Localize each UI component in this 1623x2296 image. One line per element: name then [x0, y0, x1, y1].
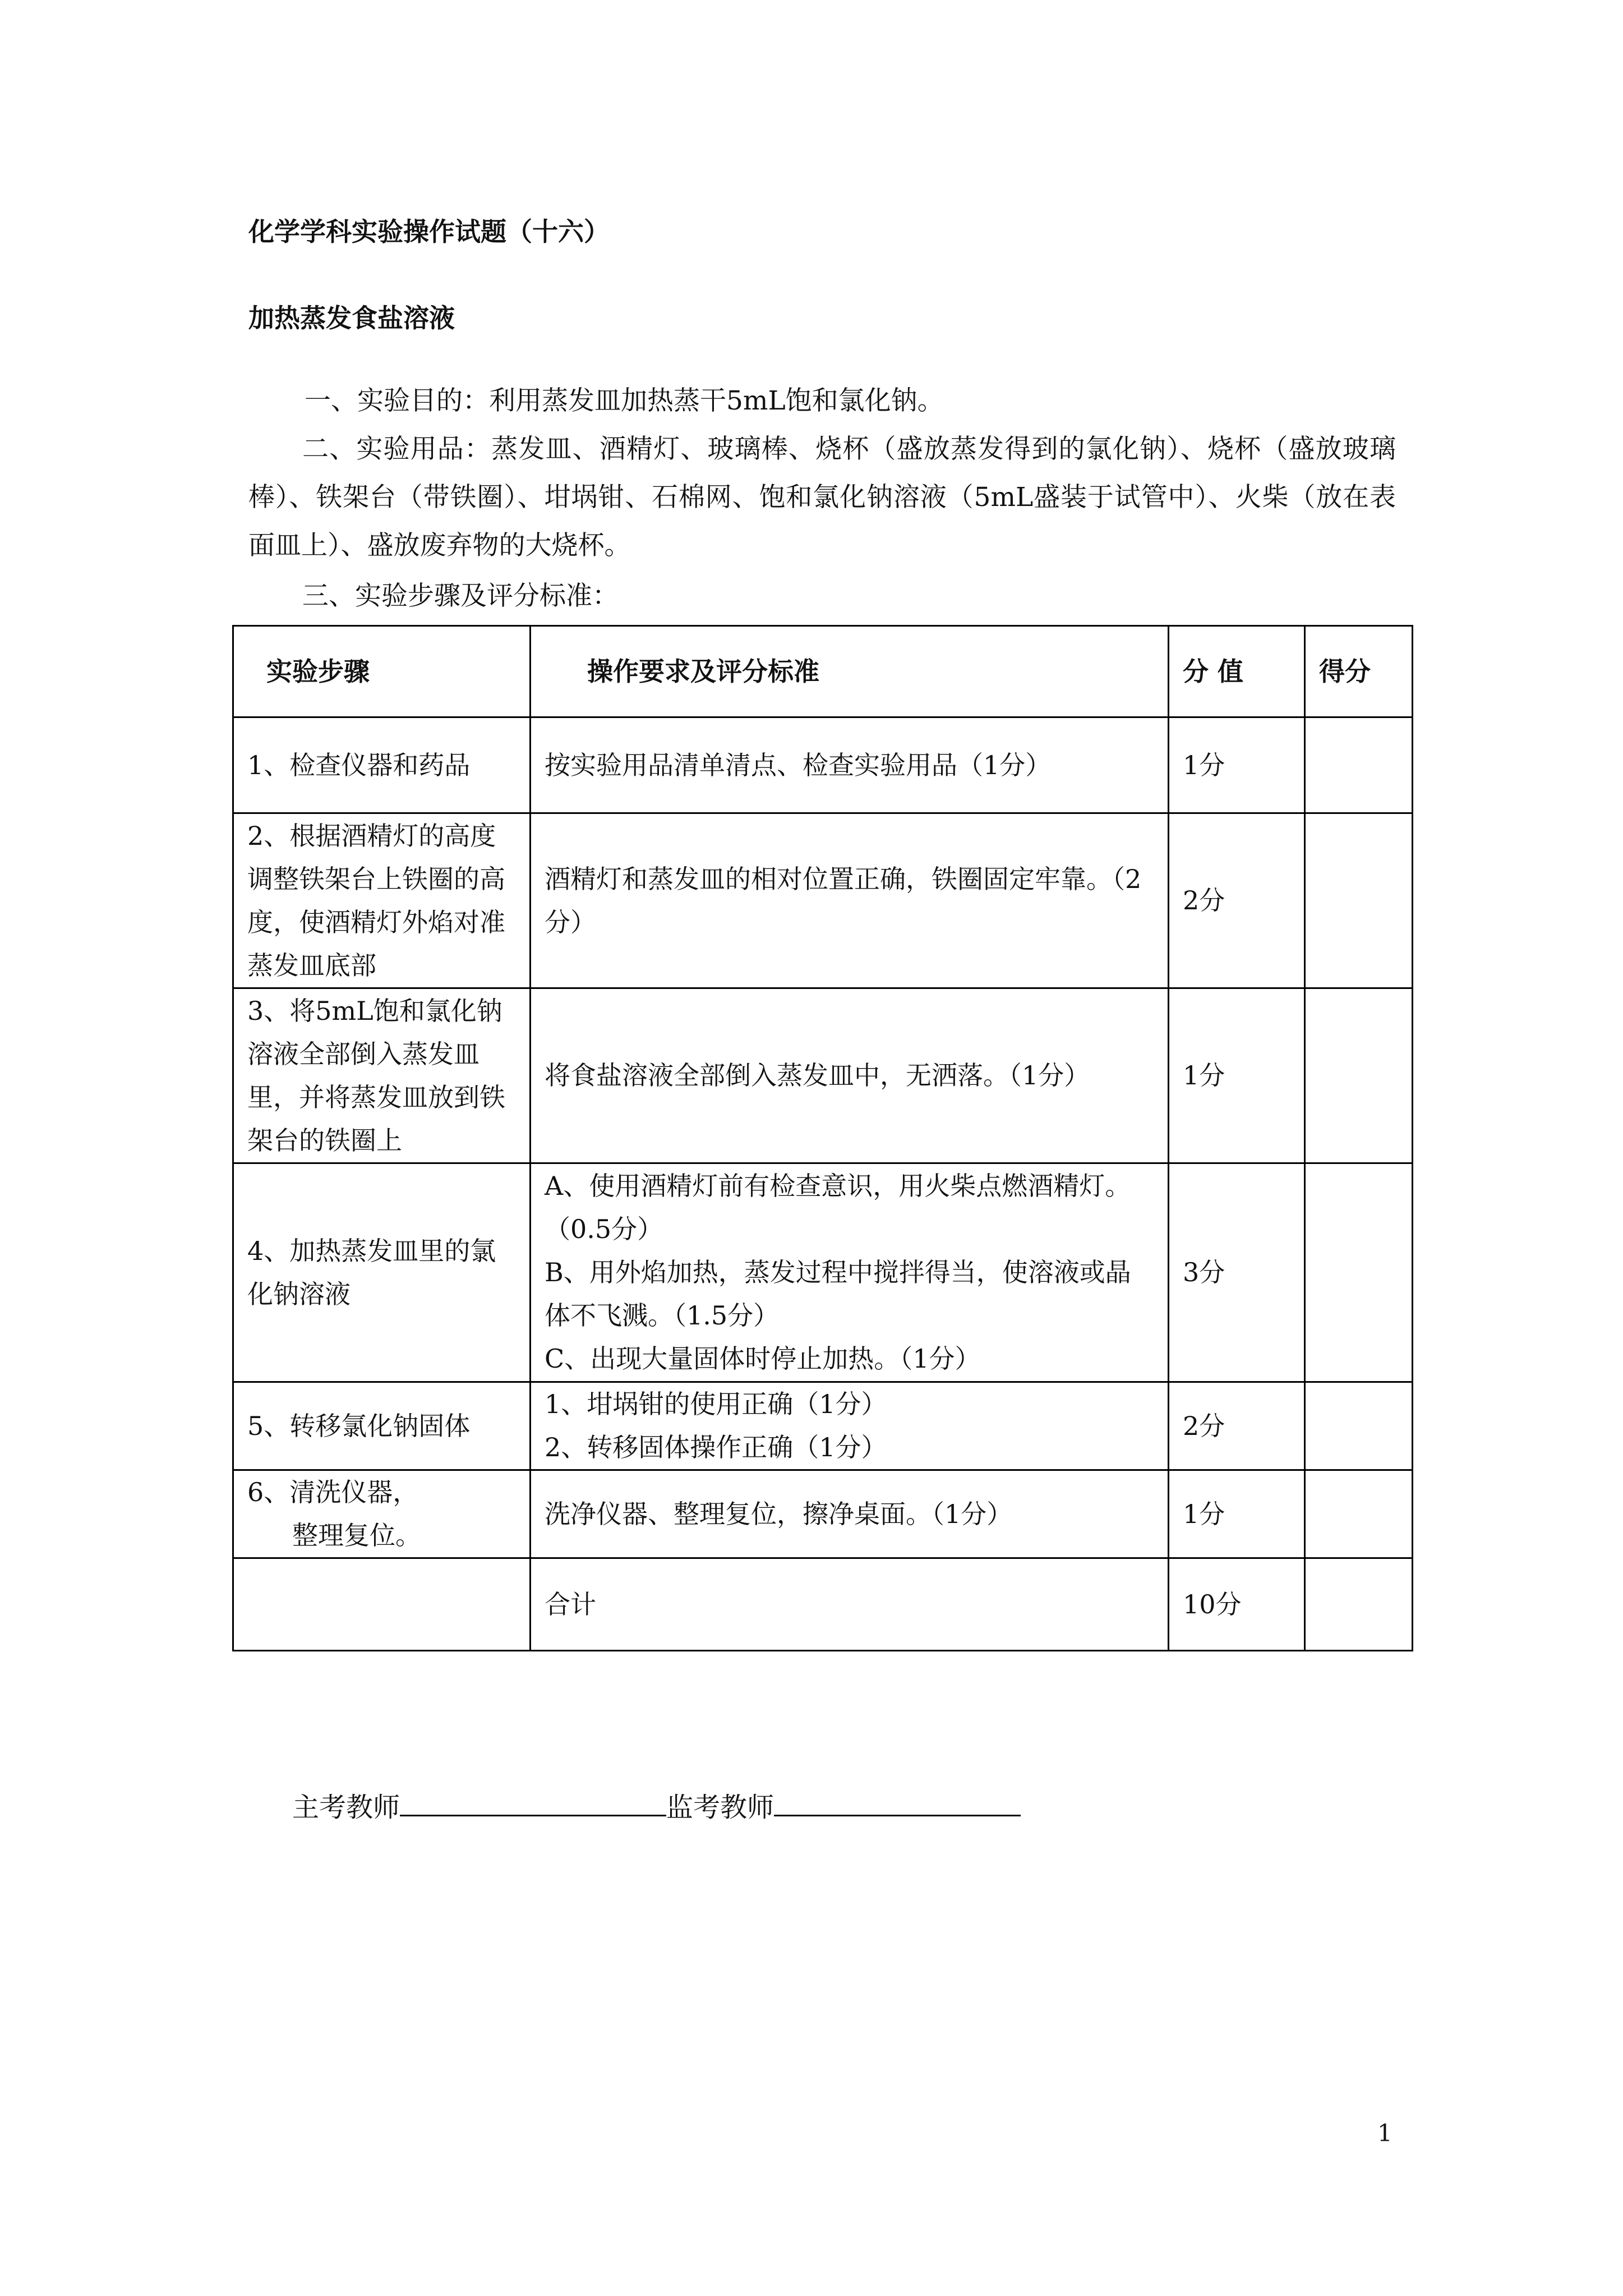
score-cell[interactable]	[1305, 1558, 1413, 1651]
points-cell: 2分	[1169, 1382, 1305, 1470]
document-title: 化学学科实验操作试题（十六）	[248, 217, 610, 247]
score-cell[interactable]	[1305, 988, 1413, 1163]
points-cell: 2分	[1169, 813, 1305, 988]
materials-paragraph: 二、实验用品：蒸发皿、酒精灯、玻璃棒、烧杯（盛放蒸发得到的氯化钠）、烧杯（盛放玻璃棒）、铁架台（带铁圈）、坩埚钳、石棉网、饱和氯化钠溶液（5mL盛装于试管中）、火柴（放在表面皿上）、盛放废弃物的大烧杯。	[248, 434, 1396, 561]
requirement-line-2: 2、转移固体操作正确（1分）	[545, 1432, 887, 1462]
chief-examiner-label: 主考教师	[292, 1792, 400, 1823]
points-cell: 1分	[1169, 717, 1305, 813]
table-row	[233, 717, 1413, 813]
chief-examiner-blank[interactable]	[400, 1786, 666, 1816]
requirement-cell	[531, 1382, 1169, 1470]
table-row	[233, 1470, 1413, 1558]
requirement-line-a: A、使用酒精灯前有检查意识，用火柴点燃酒精灯。（0.5分）	[545, 1171, 1131, 1244]
requirement-line-c: C、出现大量固体时停止加热。（1分）	[545, 1343, 981, 1374]
score-cell[interactable]	[1305, 1163, 1413, 1382]
step-cell: 5、转移氯化钠固体	[233, 1382, 531, 1470]
table-row-total	[233, 1558, 1413, 1651]
step-cell: 2、根据酒精灯的高度调整铁架台上铁圈的高度，使酒精灯外焰对准蒸发皿底部	[233, 813, 531, 988]
scoring-table	[232, 625, 1413, 1651]
score-cell[interactable]	[1305, 717, 1413, 813]
score-cell[interactable]	[1305, 1382, 1413, 1470]
header-points: 分 值	[1169, 626, 1305, 717]
proctor-blank[interactable]	[774, 1786, 1021, 1816]
header-step: 实验步骤	[233, 626, 531, 717]
requirement-cell: 洗净仪器、整理复位，擦净桌面。（1分）	[531, 1470, 1169, 1558]
points-cell: 1分	[1169, 988, 1305, 1163]
requirement-cell: 将食盐溶液全部倒入蒸发皿中，无洒落。（1分）	[531, 988, 1169, 1163]
signature-line	[292, 1786, 1021, 1827]
requirement-cell: 按实验用品清单清点、检查实验用品（1分）	[531, 717, 1169, 813]
requirement-cell	[531, 1163, 1169, 1382]
step-cell	[233, 1558, 531, 1651]
table-row	[233, 1382, 1413, 1470]
header-requirement: 操作要求及评分标准	[531, 626, 1169, 717]
table-row	[233, 1163, 1413, 1382]
step-line-2: 整理复位。	[292, 1520, 421, 1550]
score-cell[interactable]	[1305, 1470, 1413, 1558]
proctor-label: 监考教师	[666, 1792, 774, 1823]
requirement-line-1: 1、坩埚钳的使用正确（1分）	[545, 1389, 887, 1419]
step-line-1: 6、清洗仪器，	[247, 1477, 419, 1507]
purpose-paragraph: 一、实验目的：利用蒸发皿加热蒸干5mL饱和氯化钠。	[305, 385, 944, 416]
step-cell: 1、检查仪器和药品	[233, 717, 531, 813]
steps-heading: 三、实验步骤及评分标准：	[302, 581, 619, 611]
experiment-subtitle: 加热蒸发食盐溶液	[248, 303, 455, 333]
table-header-row	[233, 626, 1413, 717]
step-cell: 3、将5mL饱和氯化钠溶液全部倒入蒸发皿里，并将蒸发皿放到铁架台的铁圈上	[233, 988, 531, 1163]
table-row	[233, 988, 1413, 1163]
total-points-cell: 10分	[1169, 1558, 1305, 1651]
points-cell: 1分	[1169, 1470, 1305, 1558]
requirement-line-b: B、用外焰加热，蒸发过程中搅拌得当，使溶液或晶体不飞溅。（1.5分）	[545, 1257, 1131, 1331]
table-row	[233, 813, 1413, 988]
step-cell: 4、加热蒸发皿里的氯化钠溶液	[233, 1163, 531, 1382]
requirement-cell: 酒精灯和蒸发皿的相对位置正确，铁圈固定牢靠。（2分）	[531, 813, 1169, 988]
total-label-cell: 合计	[531, 1558, 1169, 1651]
step-cell	[233, 1470, 531, 1558]
header-score: 得分	[1305, 626, 1413, 717]
page-number: 1	[1377, 2119, 1393, 2147]
score-cell[interactable]	[1305, 813, 1413, 988]
points-cell: 3分	[1169, 1163, 1305, 1382]
